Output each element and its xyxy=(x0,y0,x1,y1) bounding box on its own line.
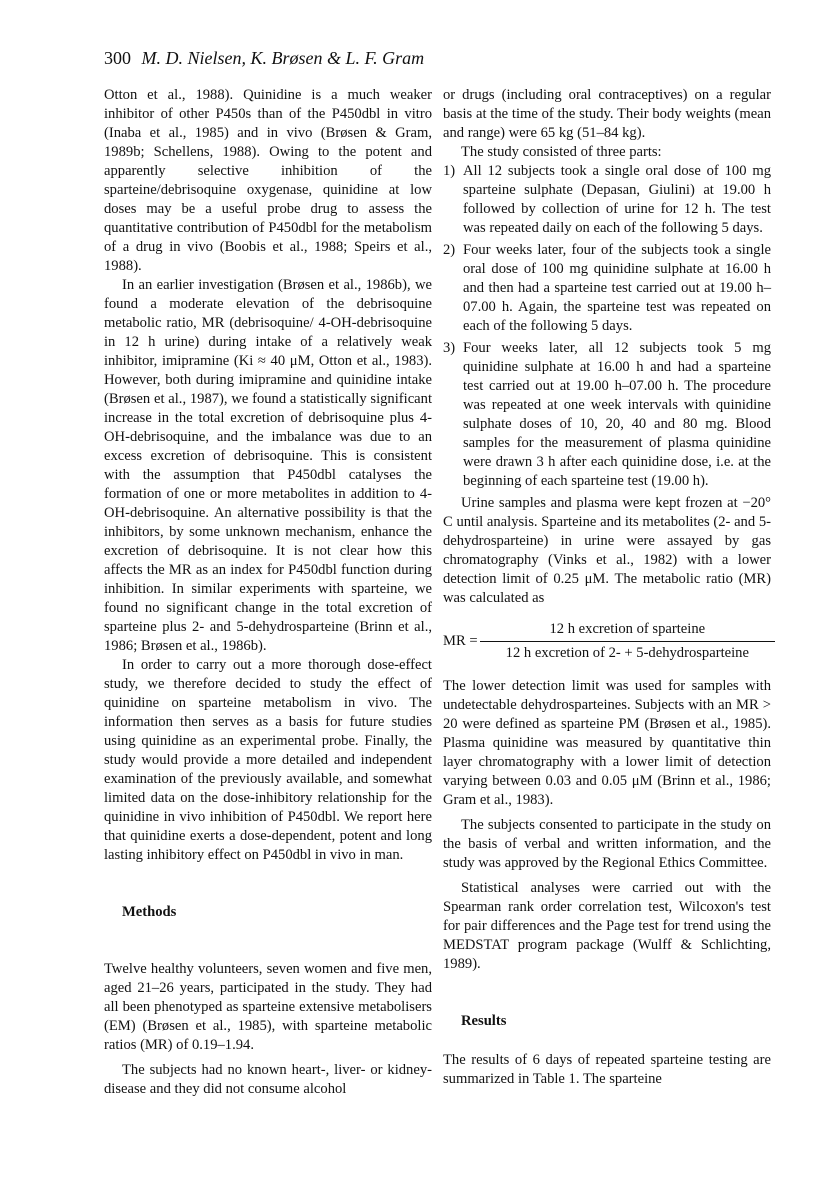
list-item-text: All 12 subjects took a single oral dose of 100 mg sparteine sulphate (Depasan, Giulini) at 19.00 h followed by collection of urine for 12 h. The test was repeated daily on each of the following 5 days. xyxy=(463,163,771,236)
page-number: 300 xyxy=(104,48,131,68)
study-parts-list xyxy=(443,162,771,491)
running-authors: M. D. Nielsen, K. Brøsen & L. F. Gram xyxy=(141,48,425,68)
paragraph: The results of 6 days of repeated sparteine testing are summarized in Table 1. The sparteine xyxy=(443,1052,771,1087)
paragraph: The subjects had no known heart-, liver- or kidney-disease and they did not consume alcohol xyxy=(104,1062,432,1097)
paragraph: In order to carry out a more thorough dose-effect study, we therefore decided to study the effect of quinidine on sparteine metabolism in vivo. The information then serves as a basis for future studies using quinidine as an experimental probe. Finally, the study would provide a more detailed and independent examination of the previously available, and somewhat limited data on the dose-inhibitory relationship for the quinidine in vivo inhibition of P450dbl. We report here that quinidine exerts a dose-dependent, potent and long lasting inhibitory effect on P450dbl in vivo in man. xyxy=(104,657,432,863)
paragraph: or drugs (including oral contraceptives) on a regular basis at the time of the study. Their body weights (mean and range) were 65 kg (51–84 kg). xyxy=(443,87,771,141)
section-heading-results: Results xyxy=(461,1013,507,1029)
paragraph: The study consisted of three parts: xyxy=(461,144,662,160)
list-item-number: 3) xyxy=(443,340,456,356)
paragraph: The subjects consented to participate in the study on the basis of verbal and written information, and the study was approved by the Regional Ethics Committee. xyxy=(443,817,771,871)
left-column xyxy=(104,86,432,1099)
paragraph: Otton et al., 1988). Quinidine is a much weaker inhibitor of other P450s than of the P450dbl in vitro (Inaba et al., 1985) and in vivo (Brøsen & Gram, 1989b; Schellens, 1988). Owing to the potent and apparently selective inhibition of the sparteine/debrisoquine oxygenase, quinidine at low doses may be a useful probe drug to assess the quantitative contribution of P450dbl for the metabolism of a drug in vivo (Boobis et al., 1988; Speirs et al., 1988). xyxy=(104,87,432,274)
running-header xyxy=(104,48,764,69)
paragraph: Statistical analyses were carried out with the Spearman rank order correlation test, Wilcoxon's test for pair differences and the Page test for trend using the MEDSTAT program package (Wulff & Schlichting, 1989). xyxy=(443,880,771,972)
section-heading-methods: Methods xyxy=(122,904,177,920)
formula-numerator: 12 h excretion of sparteine xyxy=(549,621,706,637)
right-column xyxy=(443,86,771,1089)
list-item-text: Four weeks later, four of the subjects took a single oral dose of 100 mg quinidine sulphate at 16.00 h and then had a sparteine test carried out at 19.00 h–07.00 h. Again, the sparteine test was repeated on each of the following 5 days. xyxy=(463,242,771,334)
formula-fraction xyxy=(484,620,771,663)
formula-lhs: MR = xyxy=(443,633,478,649)
paragraph: In an earlier investigation (Brøsen et al., 1986b), we found a moderate elevation of the debrisoquine metabolic ratio, MR (debrisoquine/ 4-OH-debrisoquine in 12 h urine) during intake of a relatively weak inhibitor, imipramine (Ki ≈ 40 μM, Otton et al., 1983). However, both during imipramine and quinidine intake (Brøsen et al., 1987), we found a statistically significant increase in the total excretion of debrisoquine plus 4-OH-debrisoquine, and the imbalance was due to an excess excretion of debrisoquine. This is consistent with the assumption that P450dbl catalyses the formation of one or more metabolites in addition to 4-OH-debrisoquine. An alternative possibility is that the inhibitors, by some unknown mechanism, enhance the excretion of debrisoquine. It is not clear how this affects the MR as an index for P450dbl function during inhibition. In similar experiments with sparteine, we found no significant change in the total excretion of sparteine plus 2- and 5-dehydrosparteine (Brinn et al., 1986; Brøsen et al., 1986b). xyxy=(104,277,432,654)
list-item xyxy=(443,241,771,336)
paragraph: Twelve healthy volunteers, seven women and five men, aged 21–26 years, participated in the study. They had all been phenotyped as sparteine extensive metabolisers (EM) (Brøsen et al., 1985), with sparteine metabolic ratios (MR) of 0.19–1.94. xyxy=(104,961,432,1053)
paragraph: Urine samples and plasma were kept frozen at −20° C until analysis. Sparteine and its metabolites (2- and 5-dehydrosparteine) in urine were assayed by gas chromatography (Vinks et al., 1982) with a lower detection limit of 0.25 μM. The metabolic ratio (MR) was calculated as xyxy=(443,495,771,606)
metabolic-ratio-formula xyxy=(443,620,771,663)
list-item xyxy=(443,162,771,238)
list-item-text: Four weeks later, all 12 subjects took 5 mg quinidine sulphate at 16.00 h and had a sparteine test carried out at 19.00 h–07.00 h. The procedure was repeated at one week intervals with quinidine sulphate doses of 10, 20, 40 and 80 mg. Blood samples for the measurement of plasma quinidine were drawn 3 h after each quinidine dose, i.e. at the beginning of each sparteine test (19.00 h). xyxy=(463,340,771,489)
formula-denominator: 12 h excretion of 2- + 5-dehydrosparteine xyxy=(480,641,775,663)
list-item-number: 1) xyxy=(443,163,456,179)
list-item-number: 2) xyxy=(443,242,456,258)
list-item xyxy=(443,339,771,491)
paragraph: The lower detection limit was used for samples with undetectable dehydrosparteines. Subjects with an MR > 20 were defined as sparteine PM (Brøsen et al., 1985). Plasma quinidine was measured by quantitative thin layer chromatography with a lower limit of detection varying between 0.03 and 0.05 μM (Brinn et al., 1986; Gram et al., 1983). xyxy=(443,678,771,808)
